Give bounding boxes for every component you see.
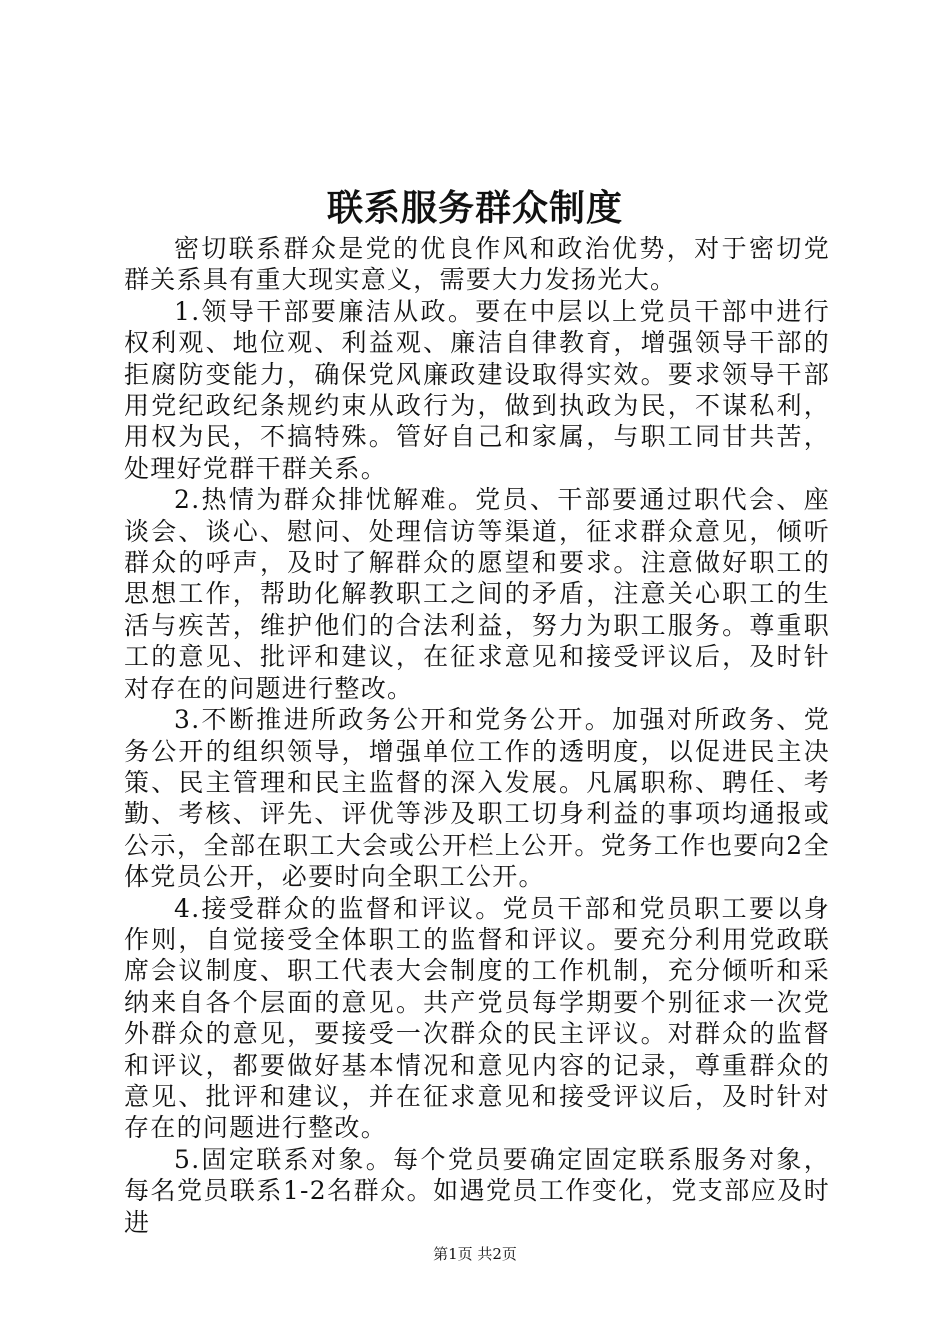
document-body bbox=[124, 233, 830, 1238]
paragraph-item-3: 3.不断推进所政务公开和党务公开。加强对所政务、党务公开的组织领导，增强单位工作的透明度，以促进民主决策、民主管理和民主监督的深入发展。凡属职称、聘任、考勤、考核、评先、评优等涉及职工切身利益的事项均通报或公示，全部在职工大会或公开栏上公开。党务工作也要向2全体党员公开，必要时向全职工公开。 bbox=[124, 705, 830, 892]
page-footer: 第1页 共2页 bbox=[433, 1245, 517, 1263]
paragraph-item-4: 4.接受群众的监督和评议。党员干部和党员职工要以身作则，自觉接受全体职工的监督和评议。要充分利用党政联席会议制度、职工代表大会制度的工作机制，充分倾听和采纳来自各个层面的意见。共产党员每学期要个别征求一次党外群众的意见，要接受一次群众的民主评议。对群众的监督和评议，都要做好基本情况和意见内容的记录，尊重群众的意见、批评和建议，并在征求意见和接受评议后，及时针对存在的问题进行整改。 bbox=[124, 893, 830, 1143]
document-title: 联系服务群众制度 bbox=[326, 187, 623, 229]
paragraph-item-1: 1.领导干部要廉洁从政。要在中层以上党员干部中进行权利观、地位观、利益观、廉洁自律教育，增强领导干部的拒腐防变能力，确保党风廉政建设取得实效。要求领导干部用党纪政纪条规约束从政行为，做到执政为民，不谋私利，用权为民，不搞特殊。管好自己和家属，与职工同甘共苦，处理好党群干群关系。 bbox=[124, 296, 830, 483]
paragraph-item-5: 5.固定联系对象。每个党员要确定固定联系服务对象，每名党员联系1-2名群众。如遇党员工作变化，党支部应及时进 bbox=[124, 1144, 830, 1237]
paragraph-intro: 密切联系群众是党的优良作风和政治优势，对于密切党群关系具有重大现实意义，需要大力发扬光大。 bbox=[124, 234, 830, 295]
paragraph-item-2: 2.热情为群众排忧解难。党员、干部要通过职代会、座谈会、谈心、慰问、处理信访等渠道，征求群众意见，倾听群众的呼声，及时了解群众的愿望和要求。注意做好职工的思想工作，帮助化解教职工之间的矛盾，注意关心职工的生活与疾苦，维护他们的合法利益，努力为职工服务。尊重职工的意见、批评和建议，在征求意见和接受评议后，及时针对存在的问题进行整改。 bbox=[124, 485, 830, 703]
